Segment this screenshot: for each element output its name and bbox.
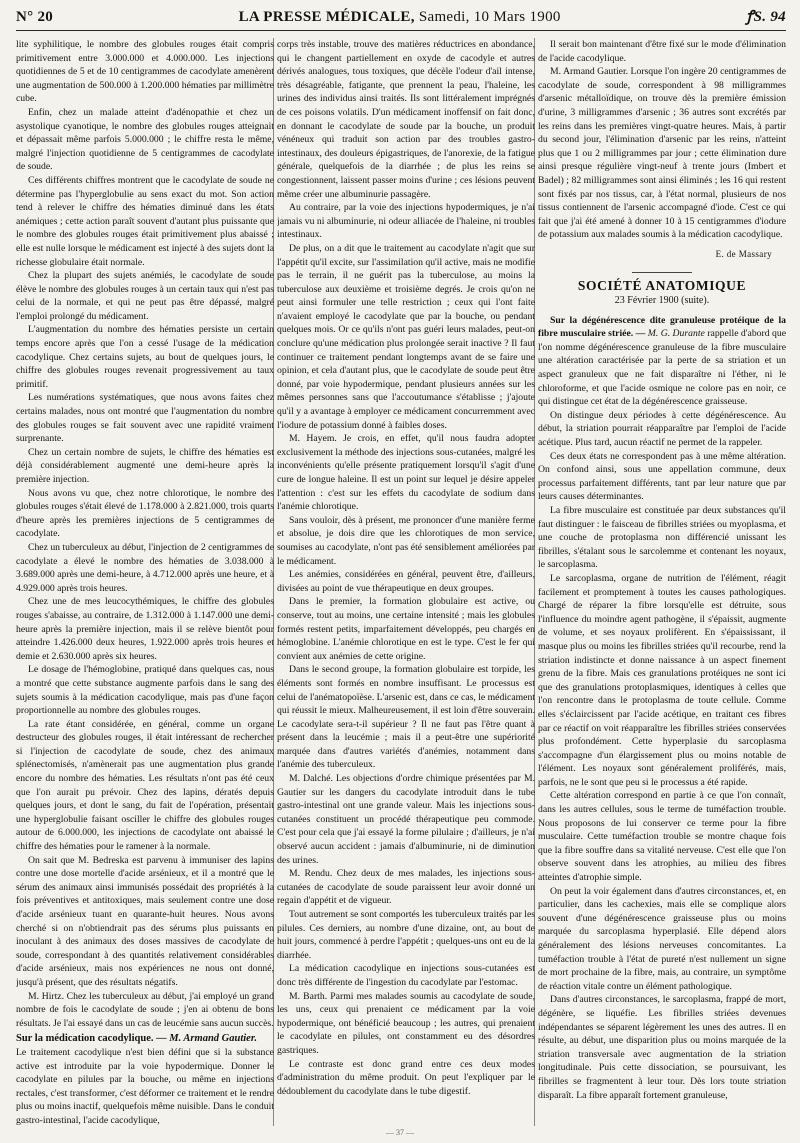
bottom-folio: — 37 — (386, 1128, 414, 1137)
paragraph: La rate étant considérée, en général, comme un organe destructeur des globules rouges, il était intéressant de rechercher si l'injection de cacodylate de soude, chez des animaux splénectomisés, n'amènerait pas une augmentation plus grande encore du nombre des hématies. Les résultats n'ont pas été ceux que l'on aurait pu prévoir. Chez des lapins, dératés depuis quelques jours, et dont le sang, du fait de l'opération, présentait une hyperglobulie faisant osciller le chiffre des globules rouges autour de 6.000.000, les injections de cacodylate ont abaissé le chiffre des hématies pour le ramener à la normale. (16, 718, 274, 853)
paragraph: Chez la plupart des sujets anémiés, le cacodylate de soude élève le nombre des globules rouges à un certain taux qui n'est pas celui de la normale, et qui ne peut pas être dépassé, malgré l'emploi prolongé du médicament. (16, 270, 274, 322)
paragraph: L'augmentation du nombre des hématies persiste un certain temps encore après que l'on a cessé l'usage de la médication cacodylique. Chez certains sujets, au bout de quelques jours, le chiffre des globules rouges revenait progressivement au taux primitif. (16, 324, 274, 390)
paragraph: Dans d'autres circonstances, le sarcoplasma, frappé de mort, dégénère, se liquéfie. Les fibrilles striées devenues indépendantes se séparent légèrement les unes des autres. Il en résulte, au début, une disparition plus ou moins marquée de la striation transversale avec augmentation de la striation longitudinale. Puis cette dissociation, se poursuivant, les fibrilles se fragmentent à leur tour. Dès lors toute striation disparaît. La fibre apparaît fortement granuleuse, (538, 994, 786, 1101)
paragraph: M. Armand Gautier. Lorsque l'on ingère 20 centigrammes de cacodylate de soude, correspondent à 98 milligrammes d'arsenic métalloïdique, on trouve dès la première émission d'urine, 3 milligrammes d'arsenic ; 36 autres sont excrétés par les reins dans les premières vingt-quatre heures. Mais, à partir du second jour, l'élimination d'arsenic par les reins, n'atteint plus que 1 ou 2 milligrammes par jour ; cette élimination dure ainsi presque régulière vingt-neuf à trente jours (Imbert et Badel) ; 82 milligrammes sont ainsi éliminés ; les 16 qui restent sont fixés par nos tissus, car, à l'état normal, plusieurs de nos tissus contiennent de l'arsenic accompagné d'iode. C'est ce qui fait que j'ai été amené à donner 10 à 15 centigrammes d'iodure de potassium aux malades soumis à la médication cacodylique. (538, 66, 786, 241)
column-3 (538, 38, 786, 1126)
section-author: M. Armand Gautier. (169, 1033, 257, 1045)
issue-date: Samedi, 10 Mars 1900 (418, 9, 561, 25)
paragraph: Chez un tuberculeux au début, l'injection de 2 centigrammes de cacodylate a élevé le nombre des hématies de 3.038.000 à 3.689.000 après une demi-heure, à 4.712.000 après une heure, et à 4.929.000 après trois heures. (16, 541, 274, 594)
paragraph: M. Hirtz. Chez les tuberculeux au début, j'ai employé un grand nombre de fois le cacodylate de soude ; j'en ai obtenu de bons résultats. Je l'ai essayé dans un cas de leucémie sans aucun succès. (16, 990, 274, 1029)
section-heading (16, 1032, 274, 1046)
article-intro: rappelle d'abord que l'on nomme dégénérescence granuleuse de la fibre musculaire une altération caractérisée par la perte de sa striation et un aspect granuleux que ne fait disparaître ni l'éther, ni le chloroforme, et que l'acide osmique ne colore pas en noir, ce qui distingue cet état de la dégénérescence graisseuse. (538, 328, 786, 408)
column-2 (277, 38, 535, 1126)
paragraph: Le sarcoplasma, organe de nutrition de l'élément, réagit facilement et promptement à toutes les causes pathologiques. Chargé de réparer la fibre lorsqu'elle est détruite, sous l'influence du moindre agent pathogène, il s'épaissit, augmente de volume, et ses noyaux prolifèrent. En s'épaississant, il masque plus ou moins les fibrilles striées qu'il recourbe, rend la striation indistincte et donne naissance à un aspect finement grenu de la fibre. Mais ces granulations protéiques ne sont ici que des granulations protoplasmiques, identiques à celles que l'on rencontre dans le protoplasma de toute cellule. Comme elles s'éclaircissent par l'acide acétique, en traitant ces fibres par ce réactif on voit réapparaître les fibrilles striées conservées plus profondément. Cette hyperplasie du sarcoplasma s'accompagne d'un élargissement plus ou moins notable de l'élément. Les noyaux sont généralement proliférés, mais, parfois, ne le sont que peu si le processus a été rapide. (538, 572, 786, 788)
paragraph: corps très instable, trouve des matières réductrices en abondance, qui le changent partiellement en oxyde de cacodyle et autres dérivés analogues, tous toxiques, que décèle l'odeur d'ail intense, très désagréable, fatigante, que prennent la peau, l'haleine, les urines des individus ainsi traités. Ils sont littéralement imprégnés de ces poisons volatils. D'un médicament inoffensif on fait donc, en donnant le cacodylate de soude par la bouche, un produit vénéneux qui traduit son action par des troubles gastro-intestinaux, des douleurs épigastriques, de l'anorexie, de la fatigue générale, quelquefois de la diarrhée ; de plus les reins se congestionnent, laissent passer moins d'urine ; ces lésions peuvent même créer une albuminurie passagère. (277, 39, 535, 200)
article-title: Sur la dégénérescence dite granuleuse protéique de la fibre musculaire striée. — (538, 314, 786, 340)
paragraph: Ces deux états ne correspondent pas à une même altération. On confond ainsi, sous une appellation commune, deux processus parfaitement différents, tant par leur nature que par leurs causes déterminantes. (538, 450, 786, 503)
page-header (16, 6, 786, 31)
paragraph: On sait que M. Bedreska est parvenu à immuniser des lapins contre une dose mortelle d'acide arsénieux, et il a montré que le sérum des animaux ainsi immunisés possédait des propriétés à la fois préventives et antitoxiques, mais seulement contre une dose d'acide arsénieux tuant en quarante-huit heures. Nous avons cherché si on n'obtiendrait pas des sérums plus puissants en inoculant à des animaux des doses massives de cacodylate de soude, correspondant à des quantités relativement considérables d'acide arsénieux, mais nos expériences ne nous ont donné, jusqu'à présent, que des résultats négatifs. (16, 854, 274, 988)
journal-title (239, 9, 561, 26)
paragraph: M. Dalché. Les objections d'ordre chimique présentées par M. Gautier sur les dangers du cacodylate introduit dans le tube gastro-intestinal ont une grande valeur. Mais les injections sous-cutanées constituent un procédé thérapeutique peu commode. C'est pour cela que j'ai essayé la forme pilulaire ; d'ailleurs, je n'ai observé aucun accident : jamais d'albuminurie, ni de diminution des urines. (277, 773, 535, 866)
paragraph: On distingue deux périodes à cette dégénérescence. Au début, la striation pourrait réapparaître par l'emploi de l'acide acétique. Plus tard, aucun réactif ne permet de la rappeler. (538, 409, 786, 449)
paragraph: Il serait bon maintenant d'être fixé sur le mode d'élimination de l'acide cacodylique. (538, 39, 786, 64)
paragraph: M. Hayem. Je crois, en effet, qu'il nous faudra adopter exclusivement la méthode des injections sous-cutanées, malgré les inconvénients qu'elle présente pratiquement lorsqu'il s'agit d'une cure de longue haleine. Il est un point sur lequel je désire appeler l'attention : c'est sur les effets du cacodylate de sodium dans l'anémie chlorotique. (277, 433, 535, 513)
column-1 (16, 38, 274, 1126)
paragraph: Chez une de mes leucocythémiques, le chiffre des globules rouges s'abaisse, au contraire, de 1.312.000 à 1.147.000 une demi-heure après la première injection, mais il se relève bientôt pour atteindre 1.426.000 deux heures, 1.922.000 après trois heures et demie et 2.630.000 après six heures. (16, 596, 274, 662)
section-separator (632, 272, 692, 273)
paragraph: La médication cacodylique en injections sous-cutanées est donc très différente de l'ingestion du cacodylate par l'estomac. (277, 963, 535, 988)
paragraph: Les numérations systématiques, que nous avons faites chez certains malades, nous ont montré que l'augmentation du nombre des globules rouges se fait souvent avec une rapidité vraiment surprenante. (16, 392, 274, 445)
author-signature: E. de Massary (715, 248, 772, 259)
society-title: SOCIÉTÉ ANATOMIQUE (577, 277, 747, 293)
paragraph: Le traitement cacodylique n'est bien défini que si la substance active est introduite par la voie hypodermique. Donner le cacodylate en pilules par la bouche, ou même en injections rectales, c'est transformer, c'est déformer ce traitement et le rendre plus ou moins inactif, quelquefois même nuisible. Dans le conduit gastro-intestinal, l'acide cacodylique, (16, 1046, 274, 1126)
paragraph: Dans le second groupe, la formation globulaire est torpide, les éléments sont formés en nombre insuffisant. Le processus est celui de l'anématopoïèse. L'arsenic est, dans ce cas, le médicament qui réussit le mieux. Malheureusement, il est loin d'être souverain. Le cacodylate sera-t-il supérieur ? Il ne faut pas l'être quant à présent dans la leucémie ; mais il a peut-être une supériorité marquée dans d'autres variétés d'anémies, notamment dans l'anémie des tuberculeux. (277, 664, 535, 771)
paragraph: Ces différents chiffres montrent que le cacodylate de soude ne détermine pas l'hyperglobulie au sens exact du mot. Son action tend à relever le chiffre des hématies diminué dans les états anémiques ; cette action paraît souvent d'autant plus puissante que le nombre des globules rouges était primitivement plus abaissé ; elle est nulle lorsque le médicament est injecté à des sujets dont la richesse globulaire était normale. (16, 174, 274, 268)
paragraph: Chez un certain nombre de sujets, le chiffre des hématies est déjà considérablement augmenté une demi-heure après la première injection. (16, 446, 274, 485)
page-number: N° 20 (16, 9, 54, 25)
paragraph: M. Rendu. Chez deux de mes malades, les injections sous-cutanées de cacodylate de soude paraissent leur avoir donné un regain d'appétit et de vigueur. (277, 868, 535, 907)
paragraph: Au contraire, par la voie des injections hypodermiques, je n'ai jamais vu ni albuminurie, ni odeur alliacée de l'haleine, ni troubles intestinaux. (277, 202, 535, 241)
paragraph: Tout autrement se sont comportés les tuberculeux traités par les pilules. Ces derniers, au nombre d'une dizaine, ont, au bout de huit jours, commencé à perdre l'appétit ; quelques-uns ont eu de la diarrhée. (277, 909, 535, 961)
paragraph: Le contraste est donc grand entre ces deux modes d'administration du même produit. On peut l'expliquer par le dédoublement du cacodylate dans le tube digestif. (277, 1058, 535, 1097)
paragraph: On peut la voir également dans d'autres circonstances, et, en particulier, dans les cachexies, mais elle se complique alors souvent d'une dégénérescence graisseuse plus ou moins marquée du sarcoplasma hyperplasié. Elle dépend alors généralement des lésions nerveuses concomitantes. La tuméfaction trouble à l'état de pureté n'est nullement un signe de mort prochaine de la fibre, mais, au contraire, un symptôme de réaction vitale contre un élément pathologique. (538, 885, 786, 992)
paragraph: Enfin, chez un malade atteint d'adénopathie et chez un asystolique cyanotique, le nombre des globules rouges atteignait et dépassait même parfois 5.000.000 ; le chiffre resta le même, malgré l'injection quotidienne de 5 centigrammes de cacodylate de soude. (16, 106, 274, 173)
society-date: 23 Février 1900 (suite). (614, 295, 710, 307)
article-author: M. G. Durante (647, 328, 705, 340)
paragraph: Dans le premier, la formation globulaire est active, ou conserve, tout au moins, une certaine intensité ; mais les globules formés restent petits, imparfaitement développés, peu chargés en hémoglobine. L'anémie chlorotique en est le type. C'est le fer qui convient aux anémies de cette origine. (277, 596, 535, 662)
journal-name: LA PRESSE MÉDICALE, (238, 9, 415, 25)
folio-number: ꝭS. 94 (746, 9, 786, 25)
article-lead (538, 314, 786, 409)
paragraph: Sans vouloir, dès à présent, me prononcer d'une manière ferme et absolue, je dois dire que les chlorotiques de mon service, soumises au cacodylate, n'ont pas été sensiblement améliorées par le médicament. (277, 514, 535, 567)
paragraph: Cette altération correspond en partie à ce que l'on connaît, dans les autres cellules, sous le terme de tuméfaction trouble. Nous proposons de lui conserver ce terme pour la fibre musculaire. Cette tuméfaction trouble se montre chaque fois que la fibre souffre dans sa vitalité nerveuse. C'est elle que l'on observe souvent dans les atrophies, au milieu des fibres atteintes d'atrophie simple. (538, 790, 786, 884)
section-title: Sur la médication cacodylique. — (16, 1033, 167, 1045)
paragraph: M. Barth. Parmi mes malades soumis au cacodylate de soude, les uns, ceux qui prenaient ce médicament par la voie hypodermique, ont bénéficié beaucoup ; les autres, qui prenaient le cacodylate en pilules, ont constamment eu des désordres gastriques. (277, 990, 535, 1056)
paragraph: Nous avons vu que, chez notre chlorotique, le nombre des globules rouges s'était élevé de 1.178.000 à 2.821.000, trois quarts d'heure après les premières injections de 5 centigrammes de cacodylate. (16, 487, 274, 540)
paragraph: Le dosage de l'hémoglobine, pratiqué dans quelques cas, nous a montré que cette substance augmente parfois dans le sang des sujets soumis à la médication cacodylique, mais pas d'une façon proportionnelle au nombre des globules rouges. (16, 664, 274, 717)
paragraph: lite syphilitique, le nombre des globules rouges était compris primitivement entre 3.000.000 et 4.000.000. Les injections quotidiennes de 5 et de 10 centigrammes de cacodylate amenèrent une augmentation de 500.000 à 1.200.000 hématies par millimètre cube. (16, 39, 274, 105)
paragraph: Les anémies, considérées en général, peuvent être, d'ailleurs, divisées au point de vue thérapeutique en deux groupes. (277, 569, 535, 594)
paragraph: De plus, on a dit que le traitement au cacodylate n'agit que sur l'appétit qu'il excite, sur l'assimilation qu'il active, mais ne modifie pas le terrain, il ne guérit pas la tuberculose, au moins la tuberculose aux deuxième et troisième degrés. Je crois qu'on ne peut ainsi formuler une telle restriction ; ceux qui l'ont faite n'avaient employé le cacodylate que par la bouche, ou pendant quelques mois. Or ce qu'ils n'ont pas guéri leurs malades, peut-on conclure qu'une médication plus prolongée serait inactive ? Il faut continuer ce traitement pendant longtemps avant de se faire une opinion, et cela d'autant plus, que le cacodylate de soude peut être donné, par voie hypodermique, pendant plusieurs années sur les mêmes personnes sans que l'accoutumance s'établisse ; j'ajoute qu'il y a avantage à employer ce médicament concurremment avec l'iodure de potassium donné à faibles doses. (277, 242, 535, 431)
paragraph: La fibre musculaire est constituée par deux substances qu'il faut distinguer : le faisceau de fibrilles striées ou myoplasma, et une couche de protoplasma non différencié unissant les fibrilles, s'étalant sous le sarcolemme et contenant les noyaux, le sarcoplasma. (538, 505, 786, 571)
